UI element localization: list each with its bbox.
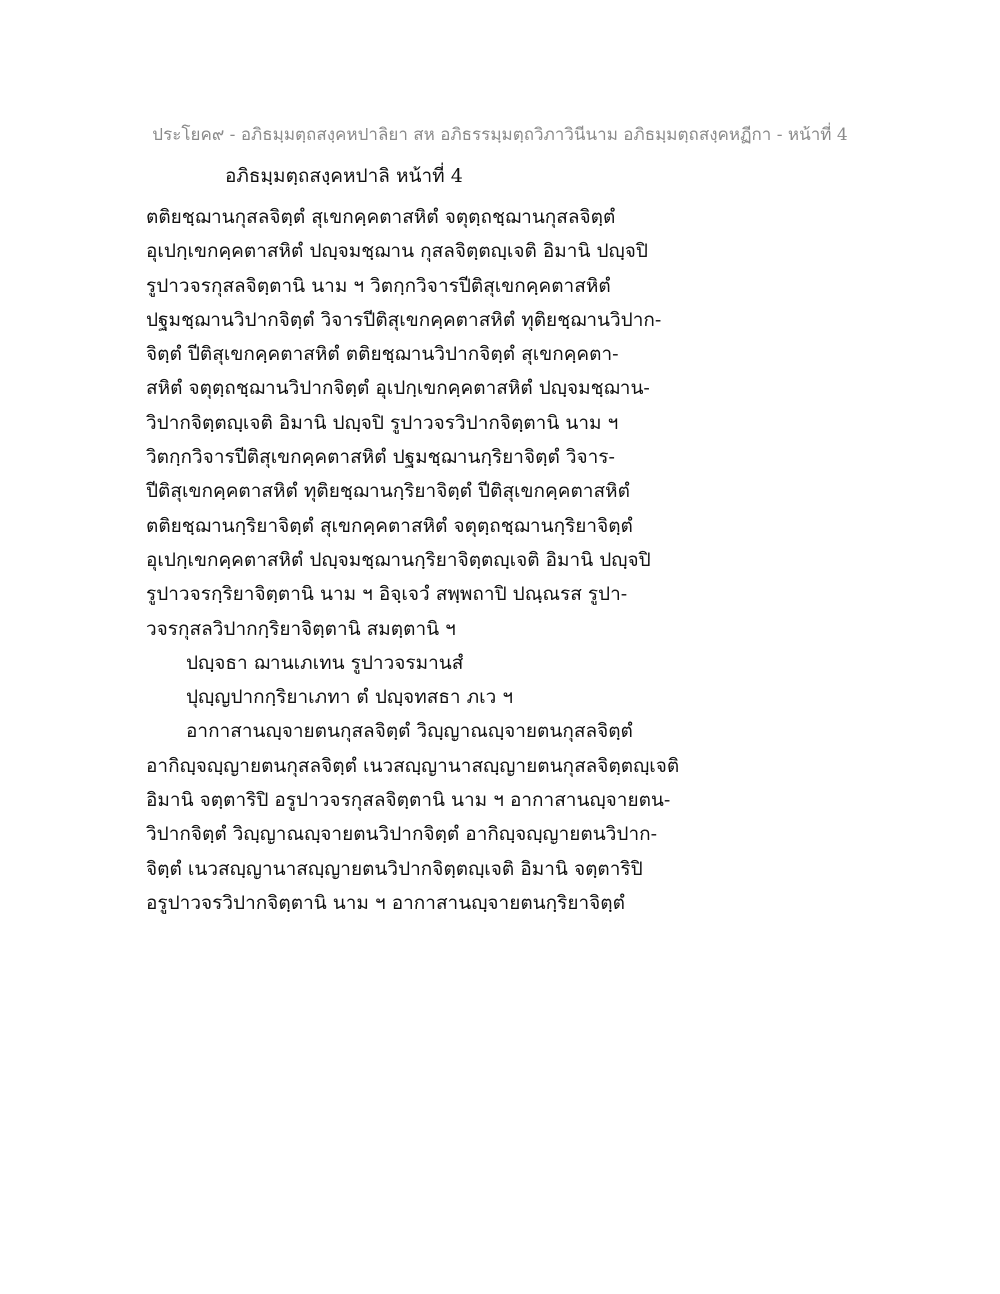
- text-line: อิมานิ จตฺตาริปิ อรูปาวจรกุสลจิตฺตานิ นาม ฯ อากาสานญฺจายตน-: [146, 789, 671, 812]
- text-line: รูปาวจรกุสลจิตฺตานิ นาม ฯ วิตกฺกวิจารปีติสุเขกคฺคตาสหิตํ: [146, 274, 611, 297]
- running-header: ประโยค๙ - อภิธมฺมตฺถสงฺคหปาลิยา สห อภิธรรมฺมตฺถวิภาวินีนาม อภิธมฺมตฺถสงฺคหฏีกา - หน้าที่ 4: [152, 125, 848, 145]
- text-line: อากิญฺจญฺญายตนกุสลจิตฺตํ เนวสญฺญานาสญฺญายตนกุสลจิตฺตญฺเจติ: [146, 754, 680, 777]
- text-line: สหิตํ จตุตฺถชฺฌานวิปากจิตฺตํ อุเปกฺเขกคฺคตาสหิตํ ปญฺจมชฺฌาน-: [146, 377, 650, 400]
- text-line: รูปาวจรกฺริยาจิตฺตานิ นาม ฯ อิจฺเจวํ สพฺพถาปิ ปณฺณรส รูปา-: [146, 583, 628, 606]
- text-line: ปีติสุเขกคฺคตาสหิตํ ทุติยชฺฌานกฺริยาจิตฺตํ ปีติสุเขกคฺคตาสหิตํ: [146, 480, 630, 503]
- page-heading: อภิธมฺมตฺถสงฺคหปาลิ หน้าที่ 4: [225, 165, 463, 187]
- verse-line: ปญฺจธา ฌานเภเทน รูปาวจรมานสํ: [186, 651, 464, 674]
- text-line: อุเปกฺเขกคฺคตาสหิตํ ปญฺจมชฺฌาน กุสลจิตฺตญฺเจติ อิมานิ ปญฺจปิ: [146, 240, 648, 263]
- paragraph-first-line: อากาสานญฺจายตนกุสลจิตฺตํ วิญฺญาณญฺจายตนกุสลจิตฺตํ: [186, 720, 633, 743]
- text-line: อุเปกฺเขกคฺคตาสหิตํ ปญฺจมชฺฌานกฺริยาจิตฺตญฺเจติ อิมานิ ปญฺจปิ: [146, 548, 651, 571]
- text-line: ปฐมชฺฌานวิปากจิตฺตํ วิจารปีติสุเขกคฺคตาสหิตํ ทุติยชฺฌานวิปาก-: [146, 308, 662, 331]
- text-line: วจรกุสลวิปากกฺริยาจิตฺตานิ สมตฺตานิ ฯ: [146, 617, 456, 640]
- text-line: วิตกฺกวิจารปีติสุเขกคฺคตาสหิตํ ปฐมชฺฌานกฺริยาจิตฺตํ วิจาร-: [146, 446, 615, 469]
- text-line: วิปากจิตฺตํ วิญฺญาณญฺจายตนวิปากจิตฺตํ อากิญฺจญฺญายตนวิปาก-: [146, 823, 658, 846]
- text-line: ตติยชฺฌานกุสลจิตฺตํ สุเขกคฺคตาสหิตํ จตุตฺถชฺฌานกุสลจิตฺตํ: [146, 206, 616, 228]
- text-line: จิตฺตํ เนวสญฺญานาสญฺญายตนวิปากจิตฺตญฺเจติ อิมานิ จตฺตาริปิ: [146, 857, 643, 880]
- verse-line: ปุญฺญปากกฺริยาเภทา ตํ ปญฺจทสธา ภเว ฯ: [186, 686, 514, 709]
- text-line: จิตฺตํ ปีติสุเขกคฺคตาสหิตํ ตติยชฺฌานวิปากจิตฺตํ สุเขกคฺคตา-: [146, 343, 619, 366]
- text-line: ตติยชฺฌานกฺริยาจิตฺตํ สุเขกคฺคตาสหิตํ จตุตฺถชฺฌานกฺริยาจิตฺตํ: [146, 514, 633, 537]
- text-line: วิปากจิตฺตญฺเจติ อิมานิ ปญฺจปิ รูปาวจรวิปากจิตฺตานิ นาม ฯ: [146, 411, 619, 434]
- body-text: [146, 200, 706, 920]
- text-line: อรูปาวจรวิปากจิตฺตานิ นาม ฯ อากาสานญฺจายตนกฺริยาจิตฺตํ: [146, 891, 625, 914]
